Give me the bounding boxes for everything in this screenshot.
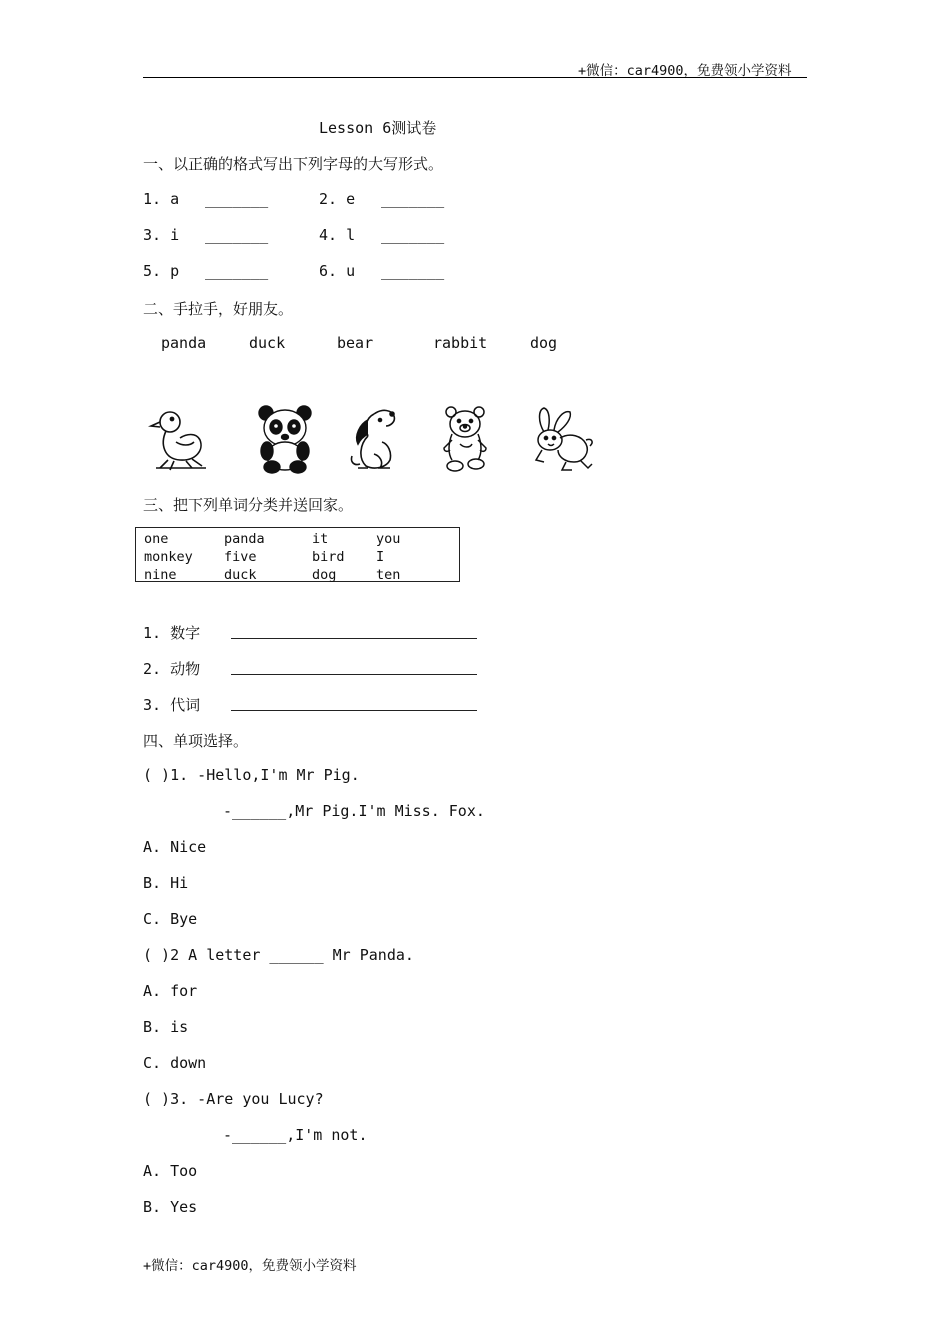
option-a: A. Nice: [143, 838, 207, 856]
answer-blank: _______: [381, 262, 445, 280]
option-b: B. Yes: [143, 1198, 198, 1216]
option-b: B. is: [143, 1018, 189, 1036]
dog-picture: [344, 404, 400, 474]
duck-picture: [146, 404, 216, 474]
question-1: ( )1. -Hello,I'm Mr Pig.: [143, 766, 360, 784]
option-c: C. down: [143, 1054, 207, 1072]
category-answer-line[interactable]: [231, 624, 477, 639]
word-bank-cell: one: [144, 531, 169, 547]
match-word: bear: [337, 334, 374, 352]
header-rule: [143, 77, 807, 78]
match-word: duck: [249, 334, 286, 352]
section4-heading: 四、单项选择。: [143, 732, 249, 750]
answer-blank: _______: [381, 190, 445, 208]
letter-item: 3. i: [143, 226, 180, 244]
category-label: 2. 动物: [143, 660, 201, 678]
section2-heading: 二、手拉手，好朋友。: [143, 300, 294, 318]
match-word: rabbit: [433, 334, 488, 352]
word-bank-cell: it: [312, 531, 329, 547]
letter-item: 1. a: [143, 190, 180, 208]
rabbit-picture: [530, 404, 596, 474]
word-bank-cell: duck: [224, 567, 257, 583]
panda-picture: [254, 404, 316, 474]
page-title: Lesson 6测试卷: [319, 119, 437, 137]
category-answer-line[interactable]: [231, 660, 477, 675]
question-3-response: -______,I'm not.: [223, 1126, 368, 1144]
option-b: B. Hi: [143, 874, 189, 892]
letter-item: 6. u: [319, 262, 356, 280]
letter-item: 5. p: [143, 262, 180, 280]
bear-picture: [440, 404, 490, 474]
word-bank-cell: ten: [376, 567, 401, 583]
word-bank-cell: bird: [312, 549, 345, 565]
word-bank-cell: nine: [144, 567, 177, 583]
word-bank-cell: you: [376, 531, 401, 547]
option-a: A. Too: [143, 1162, 198, 1180]
option-a: A. for: [143, 982, 198, 1000]
category-label: 1. 数字: [143, 624, 201, 642]
section3-heading: 三、把下列单词分类并送回家。: [143, 496, 354, 514]
category-label: 3. 代词: [143, 696, 201, 714]
answer-blank: _______: [205, 226, 269, 244]
section1-heading: 一、以正确的格式写出下列字母的大写形式。: [143, 155, 444, 173]
footer-text: +微信：car4900，免费领小学资料: [143, 1258, 357, 1274]
question-1-response: -______,Mr Pig.I'm Miss. Fox.: [223, 802, 485, 820]
match-word: dog: [530, 334, 558, 352]
letter-item: 2. e: [319, 190, 356, 208]
header-text: +微信：car4900，免费领小学资料: [578, 63, 792, 79]
word-bank-cell: dog: [312, 567, 337, 583]
word-bank-cell: panda: [224, 531, 265, 547]
match-word: panda: [161, 334, 207, 352]
question-3: ( )3. -Are you Lucy?: [143, 1090, 324, 1108]
word-bank-box: [135, 527, 460, 582]
question-2: ( )2 A letter ______ Mr Panda.: [143, 946, 414, 964]
word-bank-cell: five: [224, 549, 257, 565]
answer-blank: _______: [205, 190, 269, 208]
category-answer-line[interactable]: [231, 696, 477, 711]
letter-item: 4. l: [319, 226, 356, 244]
word-bank-cell: I: [376, 549, 385, 565]
option-c: C. Bye: [143, 910, 198, 928]
answer-blank: _______: [381, 226, 445, 244]
word-bank-cell: monkey: [144, 549, 193, 565]
answer-blank: _______: [205, 262, 269, 280]
